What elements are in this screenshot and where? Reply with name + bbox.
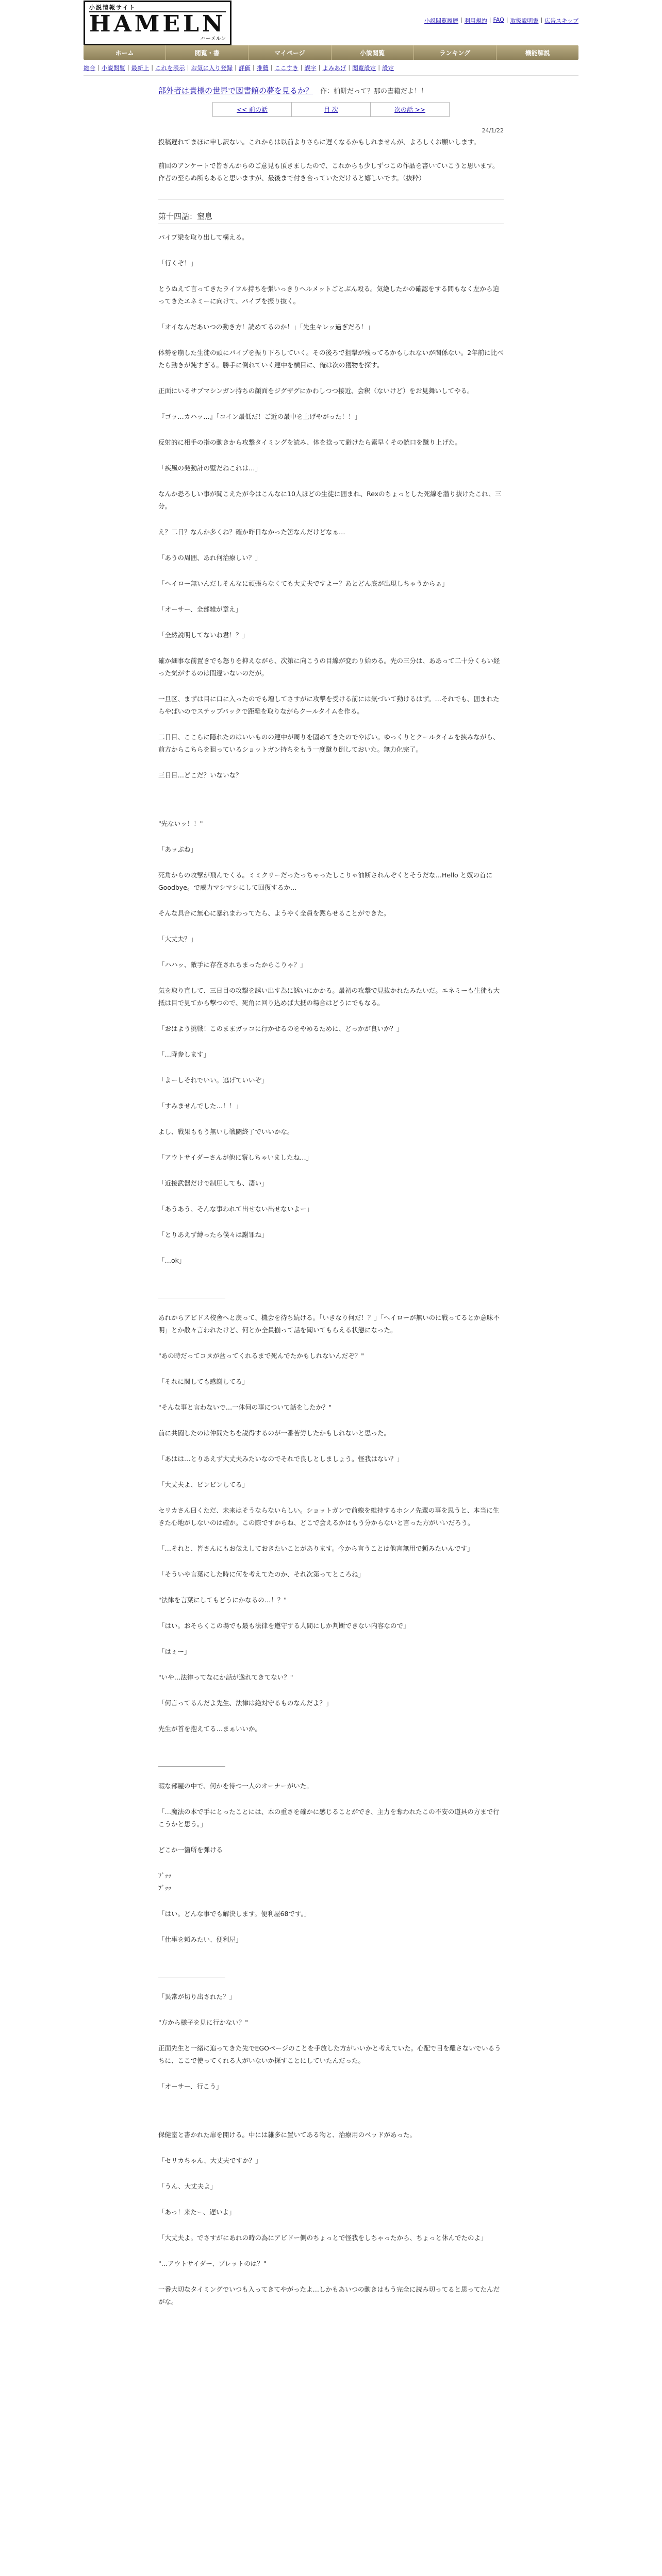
top-link[interactable]: FAQ — [493, 16, 504, 23]
breadcrumb-link[interactable]: 誤字 — [304, 64, 317, 72]
body-paragraph: 「あっ！来たー、遅いよ」 — [158, 2208, 236, 2216]
body-paragraph: ﾌﾞｯｯ ﾌﾞｯｯ — [158, 1872, 172, 1892]
nav-item[interactable]: 小説閲覧 — [332, 45, 414, 60]
body-paragraph: 「それに関しても感謝してる」 — [158, 1378, 249, 1385]
body-paragraph: とうぬえて言ってきたライフル持ちを張いっきりヘルメットごとぶん殴る。気絶したかの確認をする間もなく左から迫ってきたエネミーに向けて、パイプを振り抜く。 — [158, 285, 499, 305]
top-link[interactable]: 取扱説明書 — [510, 18, 539, 24]
breadcrumb — [84, 64, 578, 76]
body-paragraph: 「…魔法の本で手にとったことには、本の重さを確かに感じることができ、主力を奪われたこの不安の道具の方まで行こうかと思う。」 — [158, 1808, 500, 1828]
body-paragraph: 「あッぶね」 — [158, 845, 197, 853]
body-paragraph: 「大丈夫よ、ビンビンしてる」 — [158, 1481, 249, 1488]
breadcrumb-separator: | — [252, 64, 255, 71]
nav-item[interactable]: ランキング — [414, 45, 496, 60]
breadcrumb-separator: | — [235, 64, 237, 71]
body-paragraph: 正面先生と一緒に追ってきた先でEGOページのことを手放した方がいいかと考えていた。心配で目を離さないでいるうちに、ここで使ってくれる人がいないか探すことにしていたんだった。 — [158, 2044, 501, 2064]
body-paragraph: 「大丈夫よ。でさすがにあれの時の為にアビドー側のちょっとで怪我をしちゃったから、ちょっと休んでたのよ」 — [158, 2234, 487, 2242]
body-paragraph: どこか一箇所を弾ける — [158, 1846, 223, 1854]
body-paragraph: 「アウトサイダーさんが他に察しちゃいましたね…」 — [158, 1154, 313, 1161]
body-paragraph: 「セリカちゃん、大丈夫ですか？」 — [158, 2157, 262, 2164]
body-paragraph: 二日目、ここらに隠れたのはいいものの連中が周りを固めてきたのでやばい。ゆっくりとクールタイムを挟みながら、前方からこちらを狙っているショットガン持ちをもう一度蹴り倒しておいた。無力化完了。 — [158, 733, 500, 753]
body-paragraph: 『ゴッ…カハッ…』「コイン最低だ！ご近の最中を上げやがった！！」 — [158, 413, 361, 420]
breadcrumb-link[interactable]: 最新上 — [131, 64, 150, 72]
foreword-paragraph: 前回のアンケートで皆さんからのご意見も頂きましたので、これからも少しずつこの作品を書いていこうと思います。作者の至らぬ所もあると思いますが、最後まで付き合っていただけると嬉しいです。（抜粋） — [158, 162, 499, 182]
link-separator: | — [506, 16, 508, 23]
body-paragraph: 一番大切なタイミングでいつも入ってきてやがったよ…しかもあいつの動きはもう完全に読み切ってると思ってたんだがな。 — [158, 2285, 500, 2306]
body-paragraph: 死角からの攻撃が飛んでくる。ミミクリーだったっちゃったしこりゃ油断されんぞくとそうだな…Hello と奴の首にGoodbye。で威力マシマシにして回復するか… — [158, 871, 493, 891]
link-separator: | — [489, 16, 491, 23]
body-paragraph: 「あはは…とりあえず大丈夫みたいなのでそれで良しとしましょう。怪我はない？」 — [158, 1455, 404, 1463]
breadcrumb-separator: | — [151, 64, 154, 71]
logo-tagline: 小説情報サイト — [89, 3, 226, 12]
body-paragraph: "あの時だってコヌが盆ってくれるまで死んでたかもしれないんだぞ？" — [158, 1352, 365, 1360]
body-paragraph: 「おはよう挑戦！このままガッコに行かせるのをやめるために、どっかが良いか？」 — [158, 1025, 403, 1032]
body-paragraph: 「はい。どんな事でも解決します。便利屋68です。」 — [158, 1910, 311, 1918]
body-paragraph: 「何言ってるんだよ先生、法律は絶対守るものなんだよ？」 — [158, 1699, 333, 1707]
body-paragraph: 三日目…どこだ？いないな？ — [158, 771, 242, 779]
site-logo[interactable] — [84, 1, 231, 45]
body-paragraph: "法律を言葉にしてもどうにかなるの…！？" — [158, 1596, 287, 1604]
breadcrumb-link[interactable]: 推薦 — [256, 64, 269, 72]
body-paragraph: 「うん、大丈夫よ」 — [158, 2182, 217, 2190]
body-paragraph: 「はい。おそらくこの場でも最も法律を遵守する人間にしか判断できない内容なので」 — [158, 1622, 410, 1630]
breadcrumb-link[interactable]: 総合 — [84, 64, 95, 72]
body-paragraph: 確か細事な前置きでも怒りを抑えながら、次第に向こうの目線が変わり始める。先の三分は、ああって二十分くらい経った気がするのは間違いないのだが。 — [158, 657, 500, 677]
body-paragraph: パイプ梁を取り出して構える。 — [158, 233, 249, 241]
nav-item[interactable]: 機能解説 — [525, 49, 550, 57]
body-paragraph: 「全然説明してないね君！？」 — [158, 631, 249, 639]
novel-content — [158, 76, 504, 2308]
chapter-body — [158, 231, 504, 2308]
body-paragraph: 「異常が切り出された？」 — [158, 1993, 236, 2001]
body-paragraph: 「すみませんでした…！！」 — [158, 1102, 242, 1110]
body-paragraph: 「よーしそれでいい。逃げていいぞ」 — [158, 1076, 268, 1084]
breadcrumb-separator: | — [378, 64, 380, 71]
novel-author: 作：柏餅だって？那の書籍だよ！！ — [320, 88, 428, 95]
body-paragraph: 「オーサー、全部雑が章え」 — [158, 605, 242, 613]
body-paragraph: そんな具合に無心に暴れまわってたら、ようやく全員を黙らせることができた。 — [158, 909, 390, 917]
body-paragraph: 「そういや言葉にした時に何を考えてたのか、それ次第ってところね」 — [158, 1570, 365, 1578]
body-paragraph: 「行くぞ！」 — [158, 259, 197, 267]
body-paragraph: "…アウトサイダー、ブレットのは？" — [158, 2260, 267, 2267]
scene-divider — [158, 1766, 225, 1767]
top-link[interactable]: 広告スキップ — [544, 18, 578, 24]
body-paragraph: 体勢を崩した生徒の頭にパイプを振り下ろしていく。その後ろで狙撃が残ってるかもしれないが関係ない。2年前に比べたら動きが鈍すぎる。勝手に倒れていく連中を横目に、俺は次の獲物を探す。 — [158, 349, 504, 369]
breadcrumb-separator: | — [97, 64, 100, 71]
top-link[interactable]: 小説閲覧履歴 — [424, 18, 459, 24]
main-nav — [84, 45, 578, 60]
logo-subtitle: ハーメルン — [200, 36, 226, 42]
body-paragraph: 「オーサー、行こう」 — [158, 2082, 223, 2090]
body-paragraph: 「…それと、皆さんにもお伝えしておきたいことがあります。今から言うことは他言無用で頼みたいんです」 — [158, 1545, 474, 1552]
site-header — [84, 0, 578, 42]
nav-item[interactable]: 閲覧・書 — [166, 45, 249, 60]
chapter-title: 第十四話：窒息 — [158, 212, 213, 221]
link-separator: | — [540, 16, 543, 23]
novel-header — [158, 85, 504, 96]
body-paragraph: "いや…法律ってなにか話が逸れてきてない？" — [158, 1673, 293, 1681]
breadcrumb-link[interactable]: 小説閲覧 — [101, 64, 125, 72]
body-paragraph: え？二日？なんか多くね？確か昨日なかった筈なんだけどなぁ… — [158, 528, 345, 536]
main-content — [84, 76, 578, 2308]
novel-title-link[interactable]: 部外者は貴様の世界で図書館の夢を見るか？ — [158, 86, 313, 95]
link-separator: | — [460, 16, 462, 23]
toc-link[interactable]: 目 次 — [292, 103, 371, 116]
body-paragraph: 「とりあえず縛ったら僕々は謝罪ね」 — [158, 1231, 268, 1239]
breadcrumb-separator: | — [300, 64, 303, 71]
body-paragraph: 保健室と書かれた扉を開ける。中には雑多に置いてある物と、治療用のベッドがあった。 — [158, 2131, 416, 2139]
body-paragraph: あれからアビドス校舎へと戻って、機会を待ち続ける。「いきなり何だ！？」「ヘイローが無いのに戦ってるとか意味不明」とか散々言われたけど、何とか全員揃って話を聞いてもらえる状態になった。 — [158, 1314, 500, 1334]
nav-item[interactable]: ホーム — [84, 45, 166, 60]
body-paragraph: セリカさん曰くただ、未来はそうならないらしい。ショットガンで前線を維持するホシノ先輩の事を思うと、本当に生きた心地がしないのは確か。この際ですからね、どこで会えるかはもう分からないと言った方がいいだろう。 — [158, 1506, 500, 1527]
body-paragraph: 正面にいるサブマシンガン持ちの顔面をジグザグにかわしつつ接近、会釈（ないけど）をお見舞いしてやる。 — [158, 387, 474, 395]
body-paragraph: 「仕事を頼みたい、便利屋」 — [158, 1936, 242, 1943]
body-paragraph: 反射的に相手の指の動きから攻撃タイミングを読み、体を捻って避けたら素早くその銃口を蹴り上げた。 — [158, 438, 461, 446]
body-paragraph: "方から様子を見に行かない？" — [158, 2019, 248, 2026]
breadcrumb-link[interactable]: 閲覧設定 — [352, 64, 376, 72]
body-paragraph: 前に共闘したのは仲間たちを説得するのが一番苦労したかもしれないと思った。 — [158, 1429, 391, 1437]
post-date: 24/1/22 — [482, 127, 504, 134]
breadcrumb-link[interactable]: よみあげ — [322, 64, 346, 72]
next-chapter-link[interactable]: 次の話 >> — [394, 106, 425, 113]
body-paragraph: 「…降参します」 — [158, 1050, 210, 1058]
body-paragraph: 先生が首を抱えてる…まぁいいか。 — [158, 1725, 262, 1733]
body-paragraph: "先ないッ！！" — [158, 820, 203, 827]
breadcrumb-separator: | — [270, 64, 273, 71]
foreword-paragraph: 投稿遅れてまほに申し訳ない。これからは以前よりさらに遅くなるかもしれませんが、よろしくお願いします。 — [158, 138, 481, 146]
body-paragraph: 「近接武器だけで制圧しても、凄い」 — [158, 1179, 268, 1187]
body-paragraph: 「オイなんだあいつの動き方！読めてるのか！」「先生キレッ過ぎだろ！」 — [158, 323, 374, 331]
breadcrumb-separator: | — [187, 64, 189, 71]
body-paragraph: 「あうの周囲、あれ何治療しい？」 — [158, 554, 262, 562]
breadcrumb-link[interactable]: 設定 — [382, 64, 394, 72]
breadcrumb-link[interactable]: 評価 — [238, 64, 251, 72]
prev-chapter-link[interactable]: << 前の話 — [213, 103, 292, 116]
breadcrumb-link[interactable]: お気に入り登録 — [191, 64, 233, 72]
body-paragraph: 「ハハッ、敵手に存在されちまったからこりゃ？」 — [158, 961, 307, 969]
top-links — [424, 16, 578, 25]
body-paragraph: 「あうあう、そんな事われて出せない出せないよー」 — [158, 1205, 313, 1213]
body-paragraph: 「大丈夫？」 — [158, 935, 197, 943]
body-paragraph: 一旦区、まずは目に口に入ったのでも増してさすがに攻撃を受ける前には気づいて動けるはず。…それでも、囲まれたらやばいのでステップバックで距離を取りながらクールタイムを作る。 — [158, 695, 500, 715]
nav-item[interactable]: マイページ — [249, 45, 331, 60]
body-paragraph: 気を取り直して、三日目の攻撃を誘い出す為に誘いにかかる。最初の攻撃で見抜かれたみたいだ。エネミーも生徒も大抵は目で見てから撃つので、死角に回り込めば大抵の場合はどうにでもなる。 — [158, 987, 500, 1007]
top-link[interactable]: 利用規約 — [464, 18, 487, 24]
body-paragraph: 「ヘイロー無いんだしそんなに頑張らなくても大丈夫ですよー？あとどん底が出現しちゃうからぁ」 — [158, 580, 449, 587]
body-paragraph: 「…ok」 — [158, 1257, 186, 1264]
body-paragraph: よし、戦果ももう無いし戦闘終了でいいかな。 — [158, 1128, 294, 1136]
breadcrumb-link[interactable]: これを表示 — [155, 64, 185, 72]
body-paragraph: "そんな事と言わないで…一体何の事について話をしたか？" — [158, 1403, 332, 1411]
breadcrumb-separator: | — [348, 64, 351, 71]
breadcrumb-separator: | — [318, 64, 321, 71]
body-paragraph: 暇な部屋の中で、何かを待つ一人のオーナーがいた。 — [158, 1782, 313, 1790]
chapter-pager — [212, 102, 450, 117]
body-paragraph: なんか恐ろしい事が聞こえたが今はこんなに10人ほどの生徒に囲まれ、Rexのちょっとした死線を潜り抜けたこれ、三分。 — [158, 490, 502, 510]
breadcrumb-separator: | — [127, 64, 129, 71]
foreword — [158, 136, 504, 184]
body-paragraph: 「疾風の発動計の壁だねこれは…」 — [158, 464, 262, 472]
body-paragraph: 「はぇー」 — [158, 1648, 191, 1655]
breadcrumb-link[interactable]: ここすき — [274, 64, 299, 72]
logo-wordmark: HAMELN — [89, 10, 226, 37]
